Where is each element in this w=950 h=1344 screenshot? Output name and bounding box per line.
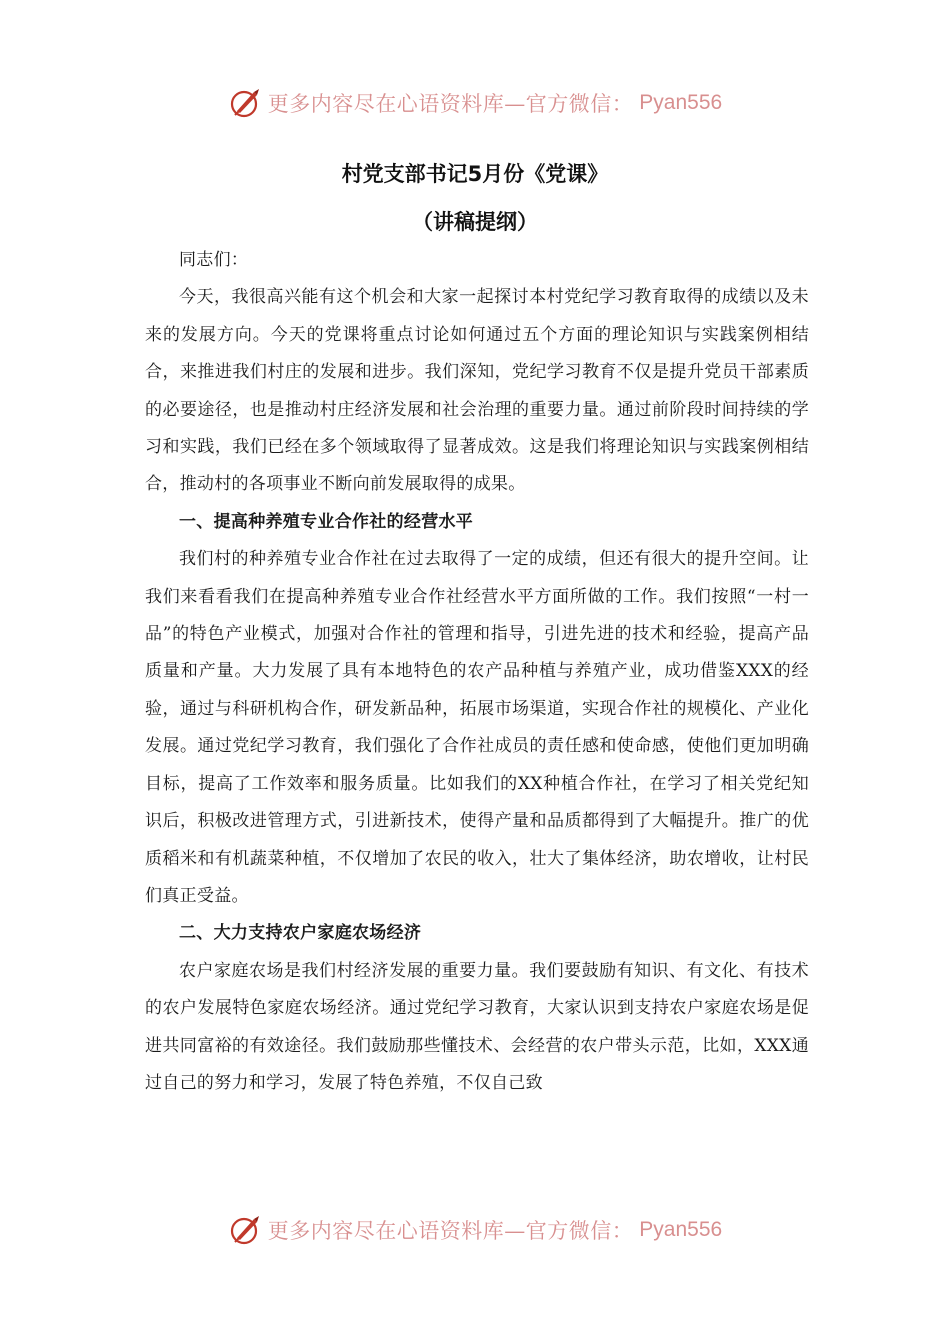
watermark-id: Pyan556: [639, 91, 723, 114]
intro-paragraph: 今天，我很高兴能有这个机会和大家一起探讨本村党纪学习教育取得的成绩以及未来的发展方向。今天的党课将重点讨论如何通过五个方面的理论知识与实践案例相结合，来推进我们村庄的发展和进步。我们深知，党纪学习教育不仅是提升党员干部素质的必要途径，也是推动村庄经济发展和社会治理的重要力量。通过前阶段时间持续的学习和实践，我们已经在多个领域取得了显著成效。这是我们将理论知识与实践案例相结合，推动村的各项事业不断向前发展取得的成果。: [145, 287, 809, 495]
watermark-text: 更多内容尽在心语资料库—官方微信：: [267, 92, 634, 116]
section-2-heading: 二、大力支持农户家庭农场经济: [179, 923, 422, 944]
document-subtitle: （讲稿提纲）: [412, 210, 538, 234]
document-body: [145, 242, 809, 1102]
quill-logo-icon: [228, 1213, 262, 1247]
watermark-id: Pyan556: [639, 1218, 723, 1241]
watermark-text: 更多内容尽在心语资料库—官方微信：: [267, 1219, 634, 1243]
watermark-top: [0, 83, 950, 123]
section-1-paragraph: 我们村的种养殖专业合作社在过去取得了一定的成绩，但还有很大的提升空间。让我们来看看我们在提高种养殖专业合作社经营水平方面所做的工作。我们按照“一村一品”的特色产业模式，加强对合作社的管理和指导，引进先进的技术和经验，提高产品质量和产量。大力发展了具有本地特色的农产品种植与养殖产业，成功借鉴XXX的经验，通过与科研机构合作，研发新品种，拓展市场渠道，实现合作社的规模化、产业化发展。通过党纪学习教育，我们强化了合作社成员的责任感和使命感，使他们更加明确目标，提高了工作效率和服务质量。比如我们的XX种植合作社，在学习了相关党纪知识后，积极改进管理方式，引进新技术，使得产量和品质都得到了大幅提升。推广的优质稻米和有机蔬菜种植，不仅增加了农民的收入，壮大了集体经济，助农增收，让村民们真正受益。: [145, 549, 809, 906]
section-1-heading: 一、提高种养殖专业合作社的经营水平: [179, 511, 474, 532]
quill-logo-icon: [228, 86, 262, 120]
greeting: 同志们：: [179, 250, 249, 270]
section-2-paragraph: 农户家庭农场是我们村经济发展的重要力量。我们要鼓励有知识、有文化、有技术的农户发展特色家庭农场经济。通过党纪学习教育，大家认识到支持农户家庭农场是促进共同富裕的有效途径。我们鼓励那些懂技术、会经营的农户带头示范，比如，XXX通过自己的努力和学习，发展了特色养殖，不仅自己致: [145, 960, 809, 1093]
watermark-bottom: [0, 1210, 950, 1250]
document-title: 村党支部书记5月份《党课》: [341, 162, 609, 186]
